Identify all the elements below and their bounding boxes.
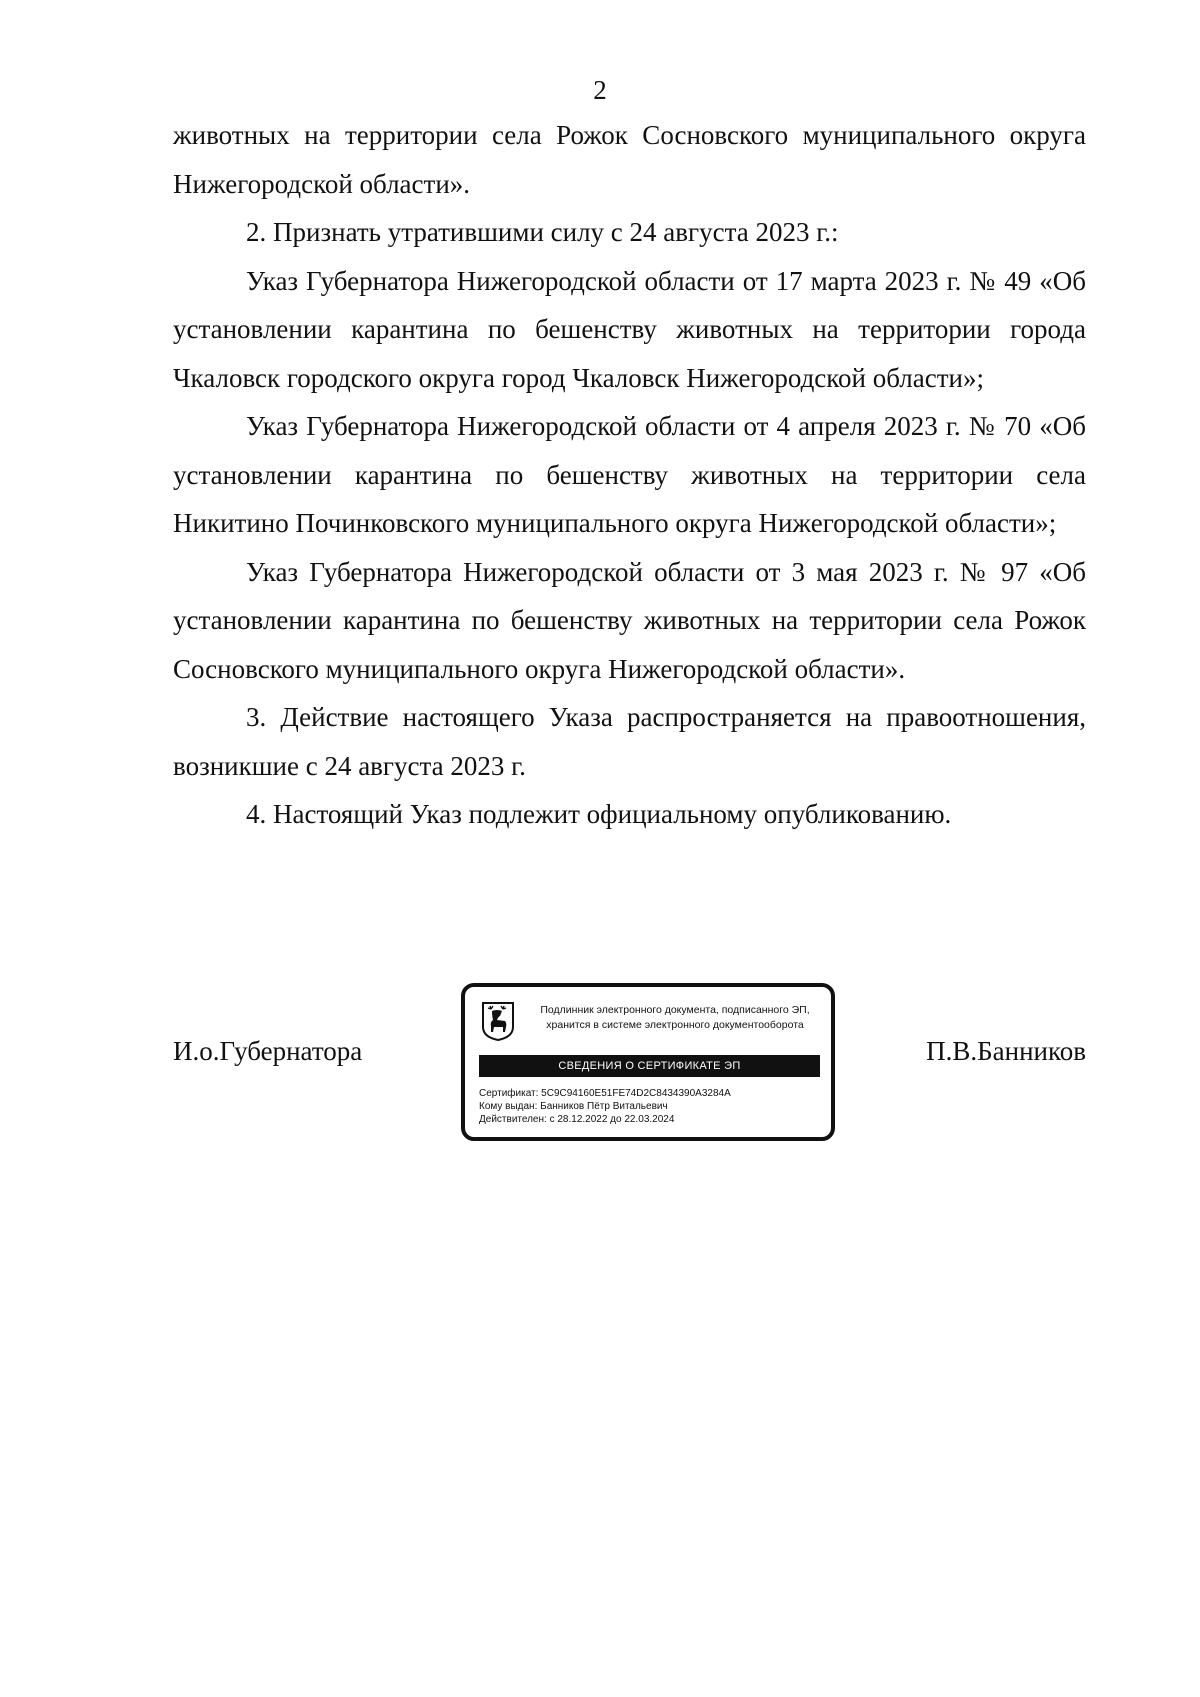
deer-emblem-icon: [481, 1001, 515, 1041]
certificate-info-header: СВЕДЕНИЯ О СЕРТИФИКАТЕ ЭП: [479, 1055, 820, 1077]
certificate-number: Сертификат: 5C9C94160E51FE74D2C8434390A3284A: [479, 1088, 731, 1099]
signature-block: [173, 983, 1086, 1143]
stamp-note: Подлинник электронного документа, подписанного ЭП, хранится в системе электронного документооборота: [540, 1004, 810, 1031]
paragraph-item-3: 3. Действие настоящего Указа распространяется на правоотношения, возникшие с 24 августа 2023 г.: [173, 702, 1086, 781]
signer-position: И.о.Губернатора: [173, 1036, 363, 1066]
signer-name: П.В.Банников: [926, 1036, 1086, 1066]
document-body: [173, 111, 1086, 839]
paragraph-decree-97: Указ Губернатора Нижегородской области от 3 мая 2023 г. № 97 «Об установлении карантина по бешенству животных на территории села Рожок Сосновского муниципального округа Нижегородской области».: [173, 556, 1086, 684]
electronic-signature-stamp: [461, 983, 835, 1141]
certificate-details: [479, 1087, 829, 1126]
paragraph-continuation: животных на территории села Рожок Сосновского муниципального округа Нижегородской области».: [173, 120, 1086, 199]
paragraph-item-4: 4. Настоящий Указ подлежит официальному опубликованию.: [246, 799, 952, 829]
certificate-validity: Действителен: с 28.12.2022 до 22.03.2024: [479, 1114, 675, 1125]
page-number: 2: [593, 75, 607, 105]
paragraph-decree-70: Указ Губернатора Нижегородской области от 4 апреля 2023 г. № 70 «Об установлении карантина по бешенству животных на территории села Никитино Починковского муниципального округа Нижегородской области»;: [173, 411, 1086, 538]
paragraph-item-2: 2. Признать утратившими силу с 24 августа 2023 г.:: [246, 217, 839, 247]
certificate-holder: Кому выдан: Банников Пётр Витальевич: [479, 1101, 668, 1112]
paragraph-decree-49: Указ Губернатора Нижегородской области от 17 марта 2023 г. № 49 «Об установлении карантина по бешенству животных на территории города Чкаловск городского округа город Чкаловск Нижегородской области»;: [173, 265, 1086, 393]
